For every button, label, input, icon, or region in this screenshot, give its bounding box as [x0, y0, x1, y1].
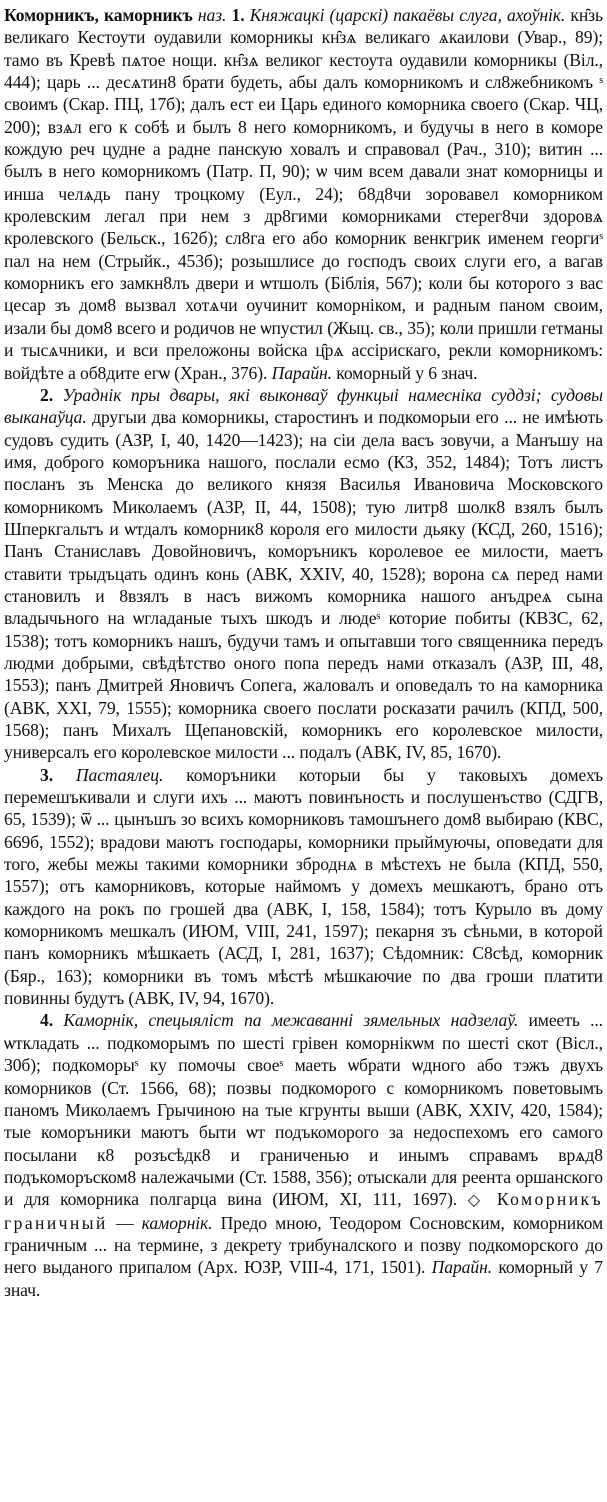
- sense-gloss-1: Княжацкі (царскі) пакаёвы слуга, ахоўнік.: [249, 5, 566, 25]
- sense-number-3: 3.: [40, 764, 53, 785]
- derived-text-4: коморный у 7 знач.: [4, 1257, 603, 1300]
- sense-number-2: 2.: [40, 384, 53, 405]
- diamond-icon: ◇: [467, 1190, 487, 1210]
- entry-headword: Коморникъ, каморникъ: [4, 5, 193, 25]
- sense-quotations-1: кн̑зь великаго Кестоути оудавили коморникы кн̑зѧ великаго ѧкаилови (Увар., 89); тамо въ Кревѣ пѧтое нощи. кн̑зѧ великог кестоута оудавили коморникы (Віл., 444); царь ... десѧтин8 брати будеть, абы далъ коморникомъ и сл8жебникомъ ˢ своимъ (Скар. ПЦ, 17б); далъ ест еи Царь единого коморника своего (Скар. ЧЦ, 200); взѧл его к собѣ и былъ 8 него коморникомъ, и будучы в него в коморе кождую реч цудне а радне панскую ховалъ и справовал (Рач., 310); витин ... былъ в него коморникомъ (Патр. П, 90); ѡ чим всем давали знат коморницы и инша челѧдь пану троцкому (Еул., 24); б8д8чи зоровавел коморником кролевским легал при нем з др8гими коморниками стерег8чи здоровѧ кролевского (Бельск., 162б); сл8га его або коморник венкгрик именем георгиˢ пал на нем (Стрыйк., 453б); розышлисе до господъ своих слуги его, а вагав коморникъ его замкн8лъ двери и ѡтшолъ (Біблія, 567); коли бы которого з вас цесар зъ дом8 вызвал хотѧчи оучинит коморніком, и радным паном своим, изали бы дом8 всего и родичов не ѡпустил (Жыц. св., 35); коли пришли гетманы и тысѧчники, и вси преложоны войска ц̑рѧ ассірискаго, рекли коморникомъ: войдѣте а об8дите егѡ (Хран., 376).: [4, 5, 603, 383]
- derived-quotation: Предо мною, Теодором Сосновским, коморником граничным ... на термине, з декрету трибуналского и позву подкоморского до него выданого припалом (Арх. ЮЗР, VIII-4, 171, 1501).: [4, 1212, 603, 1278]
- derived-label-1: Парайн.: [271, 362, 332, 383]
- sense-number-4: 4.: [40, 1010, 53, 1031]
- sense-gloss-3: Пастаялец.: [75, 764, 164, 785]
- sense-gloss-4: Каморнік, спецыяліст па межаванні зямельных надзелаў.: [63, 1010, 519, 1031]
- part-of-speech: наз.: [197, 5, 227, 25]
- dictionary-page: [4, 4, 603, 1301]
- derived-label-4: Парайн.: [431, 1257, 492, 1278]
- sense-quotations-3: коморъники которыи бы у таковыхъ домехъ перемешъкивали и слуги ихъ ... маютъ повинъность и послушенъство (СДГВ, 65, 1539); ѿ ... цынъшъ зо всихъ коморниковъ тамошънего дом8 выбираю (КВС, 669б, 1552); врадови маютъ господары, коморники прыймуючы, оповедати для того, жебы межы такими коморники зброднѧ в мѣстехъ не была (КПД, 550, 1557); отъ каморниковъ, которые наймомъ у домехъ мешкаютъ, брано отъ каждого на рокъ по грошей два (АВК, І, 158, 1584); тотъ Курыло въ дому коморникомъ мешкалъ (ИЮМ, VIII, 241, 1597); пекарня зъ сѣньми, в которой панъ коморникъ мѣшкаеть (АСД, І, 281, 1637); Сѣдомник: С8сѣд, коморник (Бяр., 163); коморники въ томъ мѣстѣ мѣшкаючие по два гроши платити повинны будутъ (АВК, IV, 94, 1670).: [4, 764, 603, 1009]
- sense-quotations-2: другыи два коморникы, старостинъ и подкоморыи его ... не имѣють судовъ судить (АЗР, І, 40, 1420—1423); на сіи дела васъ зовучи, а Манъшу на имя, доброго коморъника нашого, послали есмо (КЗ, 352, 1484); Тотъ листъ посланъ зъ Менска до великого князя Василья Ивановича Московского коморникомъ Миколаемъ (АЗР, II, 44, 1508); тую литр8 шолк8 взялъ былъ Шперкгальтъ и ѡтдалъ коморник8 короля его милости дьяку (КСД, 260, 1516); Панъ Станиславъ Довойновичъ, коморъникъ королевое ее милости, маетъ ставити трыдъцать одинъ конь (АВК, XXIV, 40, 1528); ворона сѧ перед нами становилъ и 8взялъ в насъ вижомъ коморника нашого анъдреѧ сына владычьного на ѡгладаные тыхъ шкодъ и людеˢ которие побиты (КВЗС, 62, 1538); тотъ коморникъ нашъ, будучи тамъ и опытавши того священника передъ людми добрыми, свѣдѣтство оного попа передъ нами отказалъ (АЗР, III, 48, 1553); панъ Дмитрей Яновичъ Сопега, жаловалъ и оповедалъ то на каморника (АВК, XXI, 79, 1555); коморника своего послати росказати рачилъ (КПД, 500, 1568); панъ Михалъ Щепановскій, коморникъ его королевское милости, универсалъ его королевское милости ... подалъ (АВК, IV, 85, 1670).: [4, 407, 603, 763]
- derived-gloss: каморнік.: [141, 1212, 213, 1233]
- sense-quotations-4: имееть ... ѡткладать ... подкоморымъ по шесті грівен коморнікѡм по шесті скот (Вісл., 30б); подкоморыˢ ку помочы своеˢ маеть ѡбрати ѡдного або тэжъ двухъ коморников (Ст. 1566, 68); позвы подкоморого с коморникомъ поветовымъ паномъ Миколаемъ Грычиною на тые кгрунты выши (АВК, XXIV, 420, 1584); тые коморъники маютъ быти ѡт подъкоморого за недоспехомъ его самого посылани к8 розъсѣдк8 и граниченью и инымъ справамъ врѧд8 подъкоморъском8 належачыми (Ст. 1588, 356); отыскали для реента оршанского и для коморника полгарца вина (ИЮМ, XI, 111, 1697).: [4, 1010, 603, 1210]
- sense-number-1: 1.: [231, 5, 245, 25]
- sense-4: [4, 1009, 603, 1300]
- derived-text-1: коморный у 6 знач.: [336, 362, 478, 383]
- sense-gloss-2: Ураднік пры двары, які выконваў функцыі намесніка суддзі; судовы выканаўца.: [4, 384, 603, 428]
- derived-dash: —: [115, 1212, 134, 1233]
- sense-2: [4, 384, 603, 764]
- derived-term: Коморникъ граничный: [4, 1189, 603, 1233]
- sense-3: [4, 764, 603, 1010]
- dictionary-entry: [4, 4, 603, 384]
